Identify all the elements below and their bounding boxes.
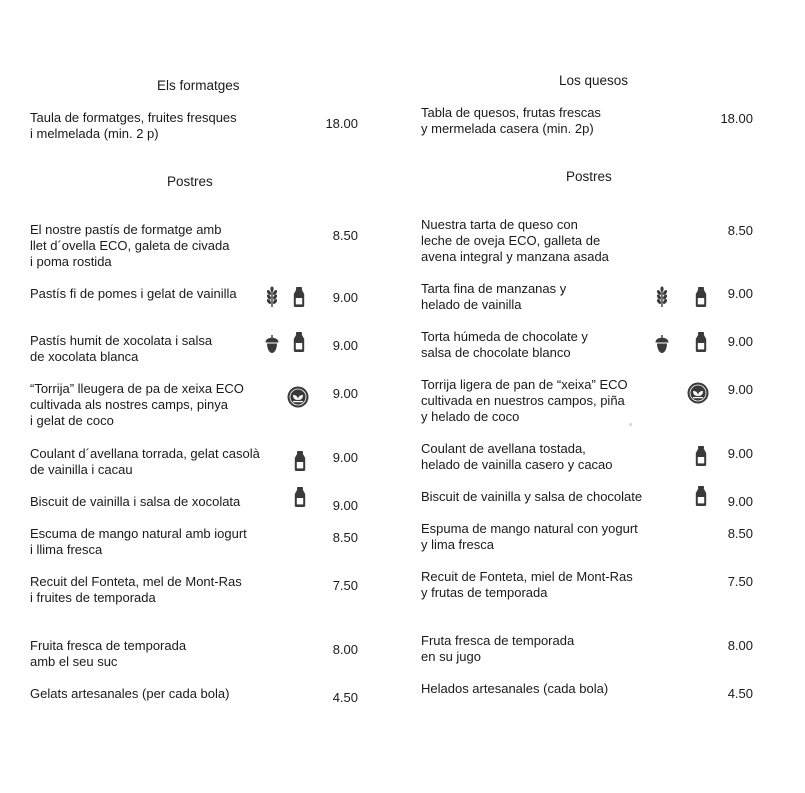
wheat-icon <box>654 286 670 308</box>
menu-item-price: 9.00 <box>727 286 753 301</box>
menu-item-price: 18.00 <box>720 111 753 126</box>
milk-bottle-icon <box>693 331 709 353</box>
menu-item-price: 9.00 <box>332 290 358 305</box>
menu-item-name: Taula de formatges, fruites fresques i melmelada (min. 2 p) <box>30 110 237 141</box>
section-title-desserts: Postres <box>167 174 213 189</box>
menu-item-price: 18.00 <box>325 116 358 131</box>
menu-item-price: 8.50 <box>727 526 753 541</box>
menu-item-name: Torta húmeda de chocolate y salsa de chocolate blanco <box>421 329 588 360</box>
menu-item-price: 9.00 <box>727 334 753 349</box>
menu-item-name: Pastís humit de xocolata i salsa de xocolata blanca <box>30 333 213 364</box>
menu-item-price: 9.00 <box>727 382 753 397</box>
menu-item-price: 9.00 <box>332 450 358 465</box>
acorn-icon <box>654 333 670 355</box>
menu-item-name: Coulant de avellana tostada, helado de vainilla casero y cacao <box>421 441 613 472</box>
eco-leaf-badge-icon <box>287 386 309 408</box>
menu-item-name: Pastís fi de pomes i gelat de vainilla <box>30 286 237 301</box>
menu-item-price: 8.50 <box>727 223 753 238</box>
milk-bottle-icon <box>292 450 308 472</box>
menu-item-name: Fruita fresca de temporada amb el seu suc <box>30 638 187 669</box>
menu-item-price: 8.50 <box>332 228 358 243</box>
wheat-icon <box>264 286 280 308</box>
menu-item-name: Tabla de quesos, frutas frescas y mermelada casera (min. 2p) <box>421 105 601 136</box>
menu-item-name: Torrija ligera de pan de “xeixa” ECO cultivada en nuestros campos, piña y helado de coco <box>421 377 628 424</box>
acorn-icon <box>264 333 280 355</box>
section-title-cheeses: Els formatges <box>157 78 240 93</box>
menu-item-price: 4.50 <box>727 686 753 701</box>
menu-item-price: 8.50 <box>332 530 358 545</box>
section-title-desserts: Postres <box>566 169 612 184</box>
menu-item-name: Espuma de mango natural con yogurt y lima fresca <box>421 521 638 552</box>
menu-item-name: Biscuit de vainilla i salsa de xocolata <box>30 494 241 509</box>
milk-bottle-icon <box>693 286 709 308</box>
menu-item-price: 8.00 <box>727 638 753 653</box>
menu-item-price: 9.00 <box>332 386 358 401</box>
menu-item-name: Coulant d´avellana torrada, gelat casolà de vainilla i cacau <box>30 446 260 477</box>
menu-item-price: 4.50 <box>332 690 358 705</box>
menu-item-name: Fruta fresca de temporada en su jugo <box>421 633 575 664</box>
menu-item-price: 7.50 <box>332 578 358 593</box>
menu-item-price: 9.00 <box>727 494 753 509</box>
menu-item-price: 9.00 <box>332 338 358 353</box>
milk-bottle-icon <box>291 331 307 353</box>
menu-item-name: Helados artesanales (cada bola) <box>421 681 609 696</box>
eco-leaf-badge-icon <box>687 382 709 404</box>
menu-item-name: Recuit de Fonteta, miel de Mont-Ras y frutas de temporada <box>421 569 633 600</box>
milk-bottle-icon <box>693 485 709 507</box>
menu-item-name: Tarta fina de manzanas y helado de vainilla <box>421 281 567 312</box>
menu-item-name: El nostre pastís de formatge amb llet d´ovella ECO, galeta de civada i poma rostida <box>30 222 230 269</box>
menu-item-price: 9.00 <box>332 498 358 513</box>
menu-item-name: Gelats artesanales (per cada bola) <box>30 686 230 701</box>
menu-item-name: Escuma de mango natural amb iogurt i llima fresca <box>30 526 247 557</box>
scan-speck <box>629 423 632 426</box>
milk-bottle-icon <box>693 445 709 467</box>
menu-item-name: Nuestra tarta de queso con leche de oveja ECO, galleta de avena integral y manzana asada <box>421 217 609 264</box>
menu-item-price: 9.00 <box>727 446 753 461</box>
milk-bottle-icon <box>292 486 308 508</box>
menu-item-name: Recuit del Fonteta, mel de Mont-Ras i fruites de temporada <box>30 574 242 605</box>
menu-item-name: “Torrija” lleugera de pa de xeixa ECO cultivada als nostres camps, pinya i gelat de coco <box>30 381 244 428</box>
section-title-cheeses: Los quesos <box>559 73 629 88</box>
milk-bottle-icon <box>291 286 307 308</box>
menu-item-price: 8.00 <box>332 642 358 657</box>
menu-item-price: 7.50 <box>727 574 753 589</box>
menu-item-name: Biscuit de vainilla y salsa de chocolate <box>421 489 643 504</box>
